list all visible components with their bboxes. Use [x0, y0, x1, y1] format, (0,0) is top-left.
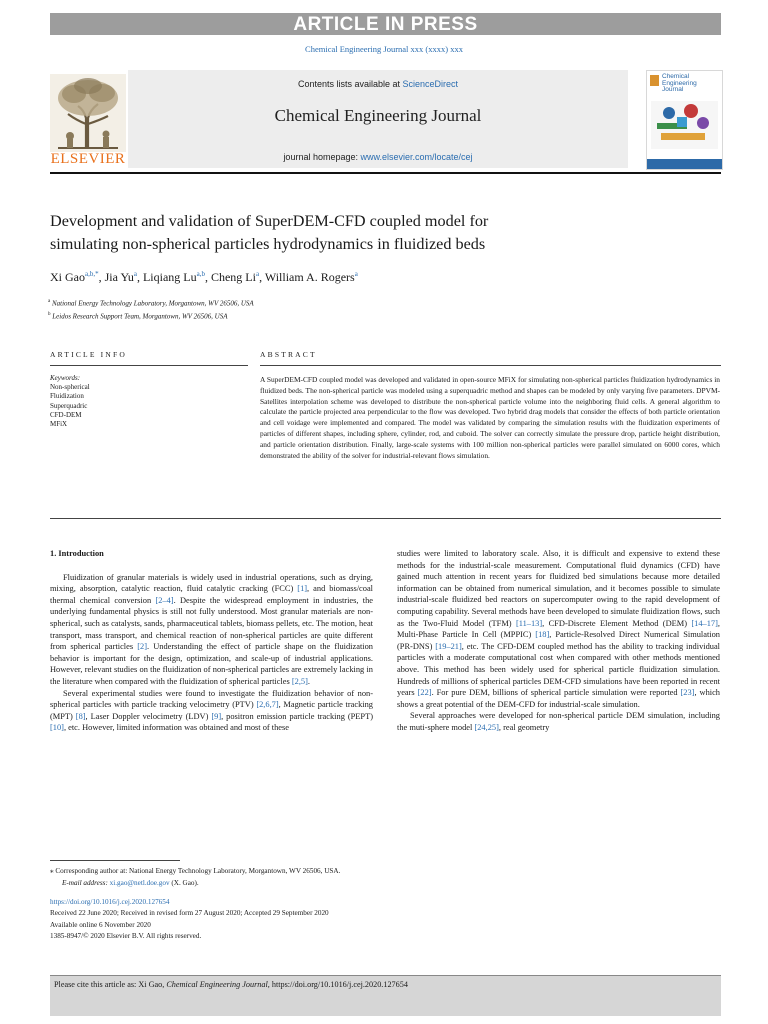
footnotes	[50, 865, 730, 889]
homepage-prefix: journal homepage:	[283, 152, 361, 162]
citation-link[interactable]: [9]	[211, 711, 222, 721]
citation-link[interactable]: [24,25]	[474, 722, 499, 732]
article-title	[50, 210, 710, 256]
cite-prefix: Please cite this article as: Xi Gao,	[54, 980, 167, 989]
corresponding-author-note	[50, 865, 730, 877]
body-text: , CFD-Discrete Element Method (DEM)	[542, 618, 692, 628]
citation-link[interactable]: [11–13]	[515, 618, 543, 628]
author-affiliation-marker[interactable]: a,b	[196, 270, 205, 278]
email-link[interactable]: xi.gao@netl.doe.gov	[109, 879, 170, 887]
journal-cover-thumbnail[interactable]	[646, 70, 723, 170]
affiliation-text: National Energy Technology Laboratory, Morgantown, WV 26506, USA	[51, 299, 254, 308]
footnote-marker: ⁎	[50, 867, 54, 875]
body-text: studies were limited to laboratory scale. Also, it is difficult and expensive to extend these methods for the industrial-scale measurement. Computational fluid dynamics (CFD) have gained much attention in recent years for fluidized bed simulations because more detailed information can be obtained from numerical simulation, and it becomes possible to simulate industrial-scale fluidized bed reactors on supercomputer owing to the rapid development of computing capability. Several methods have been developed to simulate fluidization flows, such as the Two-Fluid Model (TFM)	[397, 549, 720, 628]
body-paragraph	[50, 572, 373, 688]
section-heading: 1. Introduction	[50, 549, 104, 558]
body-text: , etc. However, limited information was obtained and most of these	[63, 723, 289, 733]
citation-text	[54, 980, 408, 989]
journal-name: Chemical Engineering Journal	[274, 106, 482, 125]
tree-emblem-icon	[50, 74, 126, 152]
email-suffix: (X. Gao).	[169, 879, 199, 887]
body-column-right	[397, 548, 720, 734]
email-note	[50, 877, 730, 889]
citation-link[interactable]: [22]	[417, 688, 432, 698]
body-text: . For pure DEM, billions of spherical particle simulation were reported	[431, 688, 681, 698]
citation-link[interactable]: [18]	[535, 630, 550, 640]
affiliation-marker: a	[48, 299, 51, 304]
abstract-heading: ABSTRACT	[260, 350, 317, 359]
body-paragraph	[397, 710, 720, 733]
cover-title	[662, 74, 697, 94]
citation-link[interactable]: [19–21]	[435, 641, 462, 651]
author-name[interactable]: Xi Gao	[50, 270, 85, 284]
author-affiliation-marker[interactable]: a	[255, 270, 260, 278]
keyword: CFD-DEM	[50, 410, 82, 419]
citation-link[interactable]: [2,6,7]	[256, 700, 279, 710]
body-paragraph	[397, 548, 720, 710]
body-text: , real geometry	[498, 722, 550, 732]
body-column-left	[50, 548, 373, 734]
affiliation	[48, 296, 254, 309]
citation-link[interactable]: [2,5]	[291, 676, 308, 686]
citation-box	[50, 975, 721, 1016]
abstract-rule	[260, 365, 721, 366]
front-matter-end-rule	[50, 518, 721, 519]
body-text: , Multi-Phase Particle In Cell (MPPIC)	[397, 618, 720, 640]
author-list: Xi Gao$^{a,b,*}$, Jia Yu$^a$, Liqiang Lu$^{a,b}$, Cheng Li$^a$, William A. Rogers$^a$	[50, 270, 358, 284]
journal-masthead	[50, 70, 721, 170]
body-text: , positron emission particle tracking (PEPT)	[221, 711, 373, 721]
body-text: , which shows a great potential of the DEM-CFD for industrial-scale simulation.	[397, 688, 720, 709]
body-text: . Understanding the effect of particle shape on the fluidization behavior is important for the design, optimization, and scale-up of industrial applications. However, relevant studies on the fluidization of non-spherical particles are extremely lacking in the literature when compared with the fluidization of spherical particles	[50, 642, 373, 686]
sciencedirect-link[interactable]: ScienceDirect	[402, 79, 459, 89]
cite-journal: Chemical Engineering Journal	[166, 980, 268, 989]
received-dates: Received 22 June 2020; Received in revised form 27 August 2020; Accepted 29 September 2020	[50, 909, 329, 918]
keyword: Non-spherical	[50, 383, 90, 392]
keywords-label: Keywords:	[50, 374, 81, 382]
cite-suffix[interactable]: , https://doi.org/10.1016/j.cej.2020.127654	[267, 980, 408, 989]
journal-citation-line[interactable]: Chemical Engineering Journal xxx (xxxx) xxx	[305, 44, 463, 54]
keyword: Superquadric	[50, 401, 88, 410]
keywords-block	[50, 374, 90, 429]
author-name[interactable]: William A. Rogers	[264, 270, 355, 284]
citation-link[interactable]: [10]	[50, 723, 64, 733]
citation-link[interactable]: [23]	[680, 688, 695, 698]
body-paragraph	[50, 688, 373, 734]
homepage-link[interactable]: www.elsevier.com/locate/cej	[360, 152, 473, 162]
author-name[interactable]: Liqiang Lu	[142, 270, 197, 284]
contents-line	[128, 79, 628, 89]
affiliation	[48, 309, 254, 322]
author-affiliation-marker[interactable]: a	[354, 270, 358, 278]
homepage-line	[128, 152, 628, 162]
available-online: Available online 6 November 2020	[50, 920, 151, 929]
body-text: , Particle-Resolved Direct Numerical Simulation (PR-DNS)	[397, 630, 720, 651]
body-text: .	[307, 676, 310, 686]
email-label: E-mail address:	[62, 879, 108, 887]
author-name[interactable]: Cheng Li	[210, 270, 256, 284]
citation-link[interactable]: [2–4]	[155, 595, 174, 605]
abstract-text: A SuperDEM-CFD coupled model was developed and validated in open-source MFiX for simulating non-spherical particles fluidization hydrodynamics in fluidized beds. The non-spherical particle was modeled using a superquadric method and shapes can be modeled by only varying five parameters. DPVM-Satellites interpolation scheme was developed to distribute the non-spherical particle volume into the neighboring fluid cells. A general algorithm to calculate the particle projected area perpendicular to the flow was developed. Two hybrid drag models that consider the effects of both particle orientation and cell voidage were implemented and compared. The model was validated by comparing the simulation results with the fluidization experiments of particles of different shapes, including sphere, cylinder, rod, and cuboid. The solver can correctly simulate the pressure drop, particle height distribution, and particle orientation distribution. Finally, large-scale systems with 100 million non-spherical particles were parallel simulated on 6000 cores, which demonstrated the ability of the solver for industrial-relevant flows simulation.	[260, 375, 720, 460]
cover-title-line: Journal	[662, 86, 684, 93]
citation-link[interactable]: [2]	[137, 642, 147, 652]
body-text: , etc. The CFD-DEM coupled method has the ability to tracking individual particles with a moderate computational cost when compared with other methods mentioned above. This method has been widely used for spherical particle fluidization simulation. Hundreds of millions of spherical particles DEM-CFD simulations have been reported in recent years	[397, 641, 720, 698]
cover-title-line: Engineering	[662, 79, 697, 87]
title-line: simulating non-spherical particles hydrodynamics in fluidized beds	[50, 235, 486, 253]
body-text: . Despite the widespread employment in industries, the underlying fundamental physics is still not fully understood. Most granular materials are non-spherical, such as catalysts, sands, pharmaceutical tablets, biomass pellets, etc. The motion, heat transport, mass transport, and chemical reaction of non-spherical particles are quite different from spherical particles	[50, 595, 373, 652]
body-text: , Laser Doppler velocimetry (LDV)	[85, 711, 212, 721]
body-text: Several experimental studies were found to investigate the fluidization behavior of non-spherical particles with particle tracking velocimetry (PTV)	[50, 688, 373, 710]
publication-details	[50, 897, 329, 943]
masthead-divider	[50, 172, 721, 174]
citation-link[interactable]: [1]	[297, 584, 308, 594]
cover-title-line: Chemical	[662, 73, 690, 80]
body-text: Fluidization of granular materials is widely used in industrial operations, such as drying, mixing, absorption, catalytic reaction, fluid catalytic cracking (FCC)	[50, 572, 373, 594]
affiliation-text: Leidos Research Support Team, Morgantown, WV 26506, USA	[52, 312, 228, 321]
doi-link[interactable]: https://doi.org/10.1016/j.cej.2020.127654	[50, 898, 170, 906]
body-text: Several approaches were developed for non-spherical particle DEM simulation, including the muti-sphere model	[397, 711, 720, 732]
keyword: MFiX	[50, 420, 68, 429]
publisher-wordmark: ELSEVIER	[50, 151, 126, 167]
title-line: Development and validation of SuperDEM-CFD coupled model for	[50, 212, 489, 230]
article-in-press-banner: ARTICLE IN PRESS	[50, 13, 721, 35]
contents-prefix: Contents lists available at	[297, 79, 403, 89]
article-info-rule	[50, 365, 248, 366]
affiliations	[48, 296, 254, 323]
keyword: Fluidization	[50, 392, 84, 401]
masthead-center-panel	[128, 70, 628, 168]
author-affiliation-marker[interactable]: a,b,*	[85, 270, 99, 278]
copyright-notice: 1385-8947/© 2020 Elsevier B.V. All rights reserved.	[50, 932, 202, 941]
affiliation-marker: b	[48, 312, 51, 318]
article-info-heading: ARTICLE INFO	[50, 350, 127, 359]
elsevier-logo[interactable]	[50, 74, 126, 168]
footnote-text: Corresponding author at: National Energy Technology Laboratory, Morgantown, WV 26506, USA.	[53, 867, 341, 875]
body-text: , Magnetic particle tracking (MPT)	[50, 700, 373, 721]
citation-link[interactable]: [8]	[75, 711, 86, 721]
body-text: , and biomass/coal thermal chemical conversion	[50, 584, 373, 605]
author-affiliation-marker[interactable]: a	[133, 270, 137, 278]
footnote-rule	[50, 860, 180, 861]
author-name[interactable]: Jia Yu	[104, 270, 134, 284]
citation-link[interactable]: [14–17]	[691, 618, 718, 628]
